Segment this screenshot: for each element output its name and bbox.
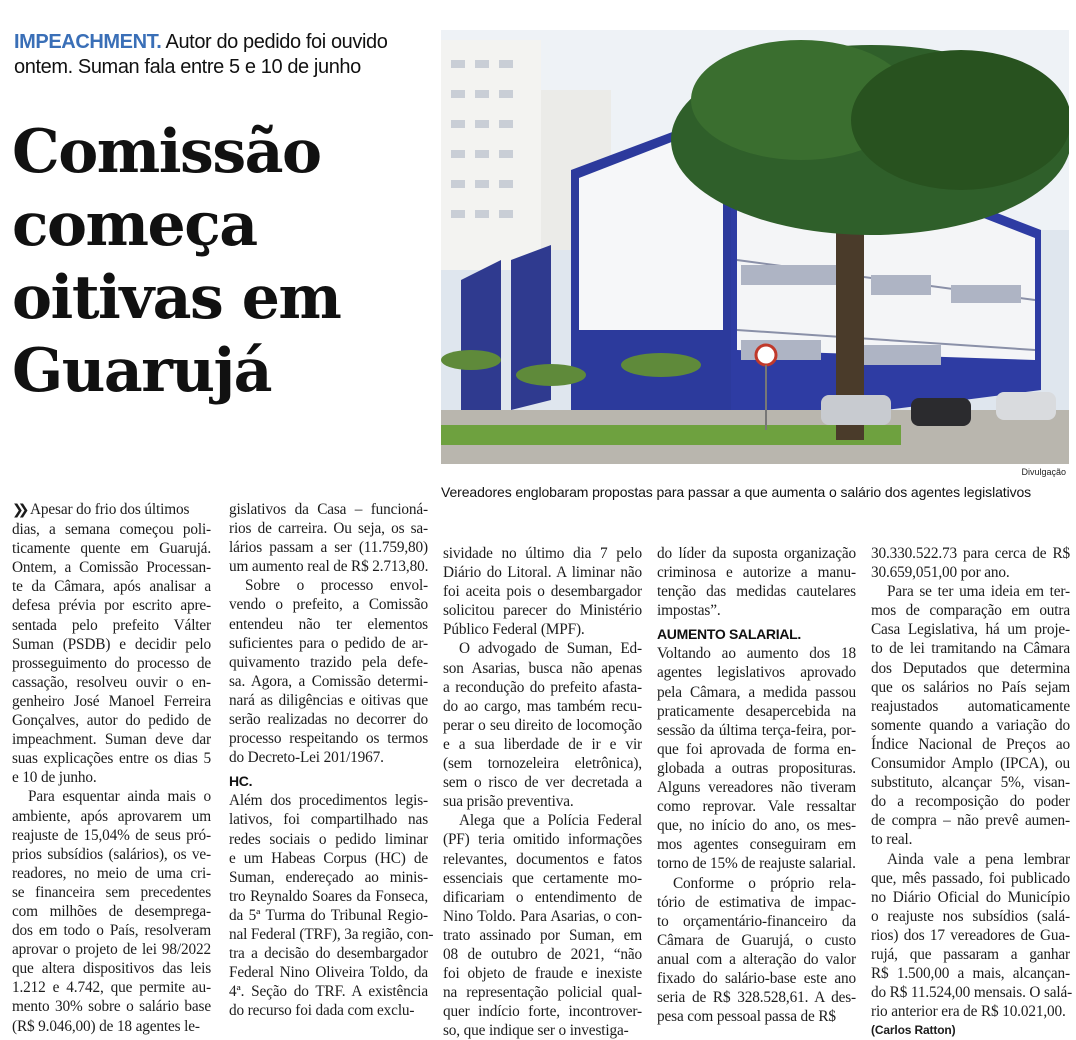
paragraph [443, 544, 642, 639]
text-line: foi aceita pois o desembargador [443, 583, 642, 601]
text-line: a recondução do prefeito afasta- [443, 678, 642, 696]
headline-line: Guarujá [12, 336, 272, 406]
text-line: processo respeitando os termos [229, 730, 428, 748]
text-line: suficientes para o pedido de ar- [229, 634, 428, 652]
text-line: Índice Nacional de Preços ao [871, 735, 1070, 753]
text-line: do ao cargo, mas também recu- [443, 697, 642, 715]
text-line: tro Reynaldo Soares da Fonseca, [229, 887, 428, 905]
text-line: rios de carreira. Ou seja, os sa- [229, 520, 428, 538]
article-column-3 [443, 544, 642, 1040]
text-line: te da Câmara, após analisar a [12, 578, 211, 596]
text-line: torno de 15% de reajuste salarial. [657, 855, 856, 873]
text-line: sem o risco de ver decretada a [443, 774, 642, 792]
text-line: tório de estimativa de impac- [657, 893, 856, 911]
text-line: relevantes, documentos e fatos [443, 850, 642, 868]
headline-line: Comissão [12, 117, 321, 187]
text-line: dos em todo o País, resolveram [12, 922, 211, 940]
paragraph [657, 644, 856, 873]
text-line: to real. [871, 831, 913, 849]
text-line: to de lei tramitando na Câmara [871, 640, 1070, 658]
text-line: Para se ter uma ideia em ter- [887, 583, 1070, 601]
text-line: agentes legislativos aprovado [657, 664, 856, 682]
text-line: mento 30% sobre o salário base [12, 998, 211, 1016]
photo-caption: Vereadores englobaram propostas para passar a que aumenta o salário dos agentes legislativos [441, 484, 1032, 500]
text-line: mos de comparação em outra [871, 602, 1070, 620]
text-line: que foi aprovada de forma en- [657, 740, 856, 758]
paragraph [12, 787, 211, 1035]
text-line: Para esquentar ainda mais o [28, 788, 211, 806]
text-line: (R$ 9.046,00) de 18 agentes le- [12, 1017, 200, 1035]
text-line: do R$ 11.524,00 mensais. O salá- [871, 984, 1073, 1002]
photo-credit: Divulgação [1021, 467, 1066, 477]
text-line: globada a outras proposituras. [657, 759, 856, 777]
text-line: entendeu não ter elementos [229, 615, 428, 633]
text-line: so, que indique ser o investiga- [443, 1022, 629, 1040]
text-line: da 5ª Turma do Tribunal Regio- [229, 906, 428, 924]
text-line: somente quando a variação do [871, 716, 1070, 734]
text-line: O advogado de Suman, Ed- [459, 640, 642, 658]
text-line: impeachment. Suman deve dar [12, 731, 211, 749]
text-line: quivamento trazido pela defe- [229, 653, 428, 671]
paragraph [657, 874, 856, 1027]
text-line: serão realizadas no decorrer do [229, 711, 428, 729]
paragraph [871, 544, 1070, 582]
text-line: substituto, alcançar 5%, visan- [871, 774, 1070, 792]
text-line: 08 de outubro de 2021, “não [443, 945, 642, 963]
text-line: lários passam a ser (11.759,80) [229, 539, 428, 557]
text-line: to orçamentário-financeiro da [657, 912, 856, 930]
text-line: reajustados automaticamente [871, 697, 1070, 715]
text-line: Além dos procedimentos legis- [229, 792, 428, 810]
text-line: suas explicações entre os dias 5 [12, 750, 211, 768]
news-photo [441, 30, 1069, 464]
text-line: rios) dos 17 vereadores de Gua- [871, 926, 1070, 944]
text-line: Nino Toldo. Para Asarias, o con- [443, 907, 642, 925]
kicker [14, 30, 434, 80]
text-line: cassação, resolveu ouvir o en- [12, 673, 211, 691]
text-line: 30.330.522.73 para cerca de R$ [871, 545, 1070, 562]
text-line: do recurso foi dada com exclu- [229, 1002, 415, 1020]
text-line: anual com a alteração do valor [657, 950, 856, 968]
text-line: lativos, foi compartilhado nas [229, 811, 428, 829]
article-column-5 [871, 544, 1073, 1040]
text-line: Gonçalves, autor do pedido de [12, 712, 211, 730]
text-line: redes sociais o pedido liminar [229, 830, 428, 848]
paragraph [871, 850, 1073, 1022]
paragraph [229, 500, 428, 576]
text-line: Suman (PSDB) e decidir pelo [12, 635, 211, 653]
text-line: dos Deputados que determina [871, 659, 1070, 677]
article-column-4 [657, 544, 856, 1026]
text-line: rio anterior era de R$ 10.021,00. [871, 1003, 1066, 1021]
text-line: ambiente, após aprovarem um [12, 807, 211, 825]
text-line: que, no início do ano, os mes- [657, 817, 856, 835]
text-line: genheiro José Manoel Ferreira [12, 692, 211, 710]
text-line: criminosa e autorize a manu- [657, 564, 856, 582]
text-line: sividade no último dia 7 pelo [443, 545, 642, 562]
text-line: fixado do salário-base este ano [657, 969, 856, 987]
text-line: vendo o prefeito, a Comissão [229, 596, 428, 614]
byline: (Carlos Ratton) [871, 1023, 956, 1038]
article-column-1 [12, 500, 211, 1036]
text-line: um aumento real de R$ 2.713,80. [229, 558, 429, 576]
paragraph [443, 639, 642, 811]
kicker-line-2: ontem. Suman fala entre 5 e 10 de junho [14, 56, 361, 78]
text-line: trato assinado por Suman, em [443, 926, 642, 944]
article-column-2 [229, 500, 434, 1020]
text-line: dias, a semana começou poli- [12, 521, 211, 539]
text-line: gislativos da Casa – funcioná- [229, 501, 428, 518]
text-line: sentada pelo prefeito Válter [12, 616, 211, 634]
kicker-tag: IMPEACHMENT. [14, 31, 162, 53]
text-line: dificariam o entendimento de [443, 888, 642, 906]
text-line: no Diário Oficial do Município [871, 888, 1070, 906]
text-line: tenção das medidas cautelares [657, 583, 856, 601]
text-line: seria de R$ 328.528,61. A des- [657, 989, 856, 1007]
text-line: pesa com pessoal passa de R$ [657, 1008, 836, 1026]
text-line: Alguns vereadores não tiveram [657, 779, 856, 797]
text-line: tra a decisão do desembargador [229, 945, 428, 963]
text-line: perar o seu direito de locomoção [443, 716, 642, 734]
paragraph [871, 582, 1070, 849]
text-line: (sem tornozeleira eletrônica), [443, 755, 642, 773]
text-line: e um Habeas Corpus (HC) de [229, 849, 428, 867]
text-line: Consumidor Amplo (IPCA), ou [871, 755, 1070, 773]
text-line: de compra – não prevê aumen- [871, 812, 1070, 830]
text-line: Casa Legislativa, há um proje- [871, 621, 1070, 639]
text-line: quer indício forte, incontrover- [443, 1003, 642, 1021]
text-line: que altera dispositivos das leis [12, 960, 211, 978]
text-line: nará as diligências e oitivas que [229, 691, 428, 709]
text-line: e a sua liberdade de ir e vir [443, 735, 642, 753]
text-line: do Decreto-Lei 201/1967. [229, 749, 384, 767]
text-line: 4ª. Seção do TRF. A existência [229, 983, 428, 1001]
text-line: do a recomposição do poder [871, 793, 1070, 811]
text-line: que os salários no País sejam [871, 678, 1070, 696]
text-line: sua prisão preventiva. [443, 793, 574, 811]
text-line: Ontem, a Comissão Processan- [12, 559, 211, 577]
text-line: impostas”. [657, 602, 721, 620]
text-line: Alega que a Polícia Federal [459, 812, 642, 830]
headline-line: oitivas em [12, 263, 341, 333]
text-line-content: Apesar do frio dos últimos [30, 501, 190, 518]
text-line: com milhões de desemprega- [12, 902, 211, 920]
text-line: Diário do Litoral. A liminar não [443, 564, 642, 582]
text-line: prios subsídios (salários), os ve- [12, 845, 211, 863]
kicker-line-1: Autor do pedido foi ouvido [165, 31, 388, 53]
text-line: na representação policial qual- [443, 984, 642, 1002]
text-line: se financeira sem precedentes [12, 883, 211, 901]
paragraph [443, 811, 642, 1040]
text-line: e 10 de junho. [12, 769, 97, 787]
text-line: R$ 1.500,00 a mais, alcançan- [871, 965, 1070, 983]
text-line: Federal Nino Oliveira Toldo, da [229, 964, 428, 982]
text-line: mos agentes conseguiram em [657, 836, 856, 854]
text-line: readores, no meio de uma cri- [12, 864, 211, 882]
paragraph [229, 791, 434, 1020]
text-line: ticamente quente em Guarujá. [12, 540, 211, 558]
text-line: praticamente desapercebida na [657, 702, 856, 720]
text-line: solicitou parecer do Ministério [443, 602, 642, 620]
text-line: Conforme o próprio rela- [673, 874, 856, 892]
headline-line: começa [12, 190, 257, 260]
text-line: Suman, endereçado ao minis- [229, 868, 428, 886]
text-line: do líder da suposta organização [657, 545, 856, 562]
text-line: como reprovar. Vale ressaltar [657, 798, 856, 816]
text-line: pela Câmara, a medida passou [657, 683, 856, 701]
text-line: rujá, que passaram a ganhar [871, 945, 1070, 963]
paragraph [229, 576, 428, 767]
headline [12, 116, 432, 408]
text-line: (PF) teria omitido informações [443, 831, 642, 849]
text-line: defesa prévia por escrito apre- [12, 597, 211, 615]
text-line: Ainda vale a pena lembrar [887, 850, 1070, 868]
text-line: Público Federal (MPF). [443, 621, 585, 639]
text-line: son Asarias, busca não apenas [443, 659, 642, 677]
text-line: Voltando ao aumento dos 18 [657, 645, 856, 663]
text-line [12, 500, 211, 520]
text-line: sessão da última terça-feira, por- [657, 721, 856, 739]
text-line: prosseguimento do processo de [12, 654, 211, 672]
text-line: o reajuste nos subsídios (salá- [871, 907, 1070, 925]
text-line: Câmara de Guarujá, o custo [657, 931, 856, 949]
text-line: 1.212 e 4.742, que permite au- [12, 979, 211, 997]
text-line: foi objeto de fraude e inexiste [443, 965, 642, 983]
chevron-right-icon: ❯❯ [12, 502, 24, 518]
text-line: nal Federal (TRF), 3a região, con- [229, 925, 434, 943]
text-line: que, mês passado, foi publicado [871, 869, 1070, 887]
text-line: essenciais que certamente mo- [443, 869, 642, 887]
text-line: 30.659,051,00 por ano. [871, 564, 1010, 582]
text-line: sa. Agora, a Comissão determi- [229, 672, 428, 690]
subheading: AUMENTO SALARIAL. [657, 626, 801, 643]
lead-paragraph [12, 500, 211, 787]
paragraph [657, 544, 856, 620]
text-line: Sobre o processo envol- [245, 577, 428, 595]
text-line: aprovar o projeto de lei 98/2022 [12, 941, 211, 959]
text-line: reajuste de 15,04% de seus pró- [12, 826, 211, 844]
subheading: HC. [229, 773, 253, 790]
